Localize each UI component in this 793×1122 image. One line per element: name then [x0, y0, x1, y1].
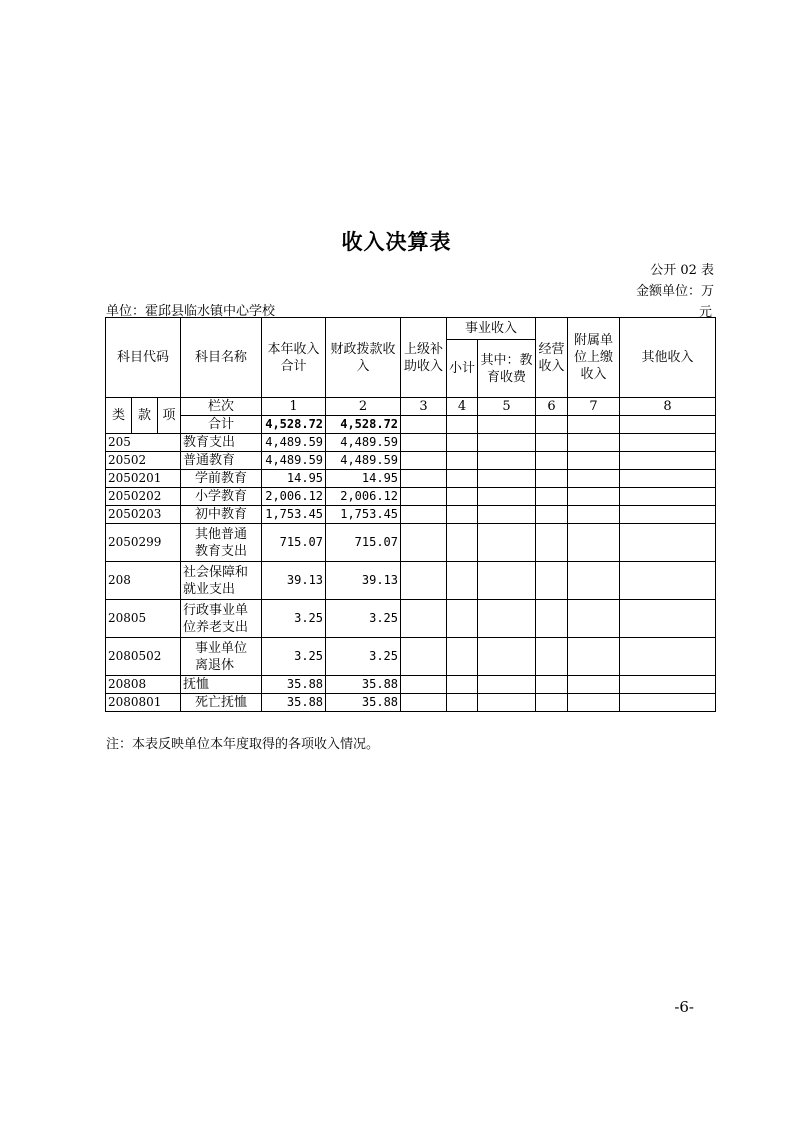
- empty-cell: [536, 600, 568, 638]
- empty-cell: [478, 524, 536, 562]
- header-operating-income: 经营收入: [536, 318, 568, 398]
- page-title: 收入决算表: [341, 230, 452, 254]
- row-subject-name: 其他普通教育支出: [181, 524, 262, 562]
- column-index: 1: [262, 398, 326, 416]
- empty-cell: [478, 452, 536, 470]
- column-index-label: 栏次: [181, 398, 262, 416]
- row-subject-code: 2050203: [106, 506, 181, 524]
- empty-cell: [401, 470, 447, 488]
- table-row: [106, 524, 716, 562]
- row-subject-name: 小学教育: [181, 488, 262, 506]
- table-row: [106, 452, 716, 470]
- empty-cell: [536, 694, 568, 712]
- empty-cell: [478, 694, 536, 712]
- header-subtotal: 小计: [447, 340, 478, 398]
- empty-cell: [568, 600, 620, 638]
- organization-label: 单位：霍邱县临水镇中心学校: [106, 304, 276, 319]
- empty-cell: [401, 524, 447, 562]
- empty-cell: [620, 694, 716, 712]
- empty-cell: [568, 470, 620, 488]
- header-xiang: 项: [158, 398, 181, 434]
- row-subject-name: 初中教育: [181, 506, 262, 524]
- row-fiscal-appropriation: 4,489.59: [326, 452, 401, 470]
- row-subject-name: 普通教育: [181, 452, 262, 470]
- empty-cell: [568, 524, 620, 562]
- row-total-income: 39.13: [262, 562, 326, 600]
- empty-cell: [568, 452, 620, 470]
- empty-cell: [478, 434, 536, 452]
- column-index: 8: [620, 398, 716, 416]
- empty-cell: [401, 434, 447, 452]
- row-total-income: 3.25: [262, 638, 326, 676]
- table-row: [106, 676, 716, 694]
- empty-cell: [447, 470, 478, 488]
- empty-cell: [447, 600, 478, 638]
- table-row: [106, 434, 716, 452]
- header-lei: 类: [106, 398, 132, 434]
- empty-cell: [620, 638, 716, 676]
- income-table: [105, 317, 716, 712]
- empty-cell: [401, 600, 447, 638]
- row-subject-code: 205: [106, 434, 181, 452]
- empty-cell: [620, 600, 716, 638]
- row-fiscal-appropriation: 35.88: [326, 676, 401, 694]
- empty-cell: [568, 434, 620, 452]
- empty-cell: [401, 694, 447, 712]
- row-fiscal-appropriation: 715.07: [326, 524, 401, 562]
- empty-cell: [536, 562, 568, 600]
- empty-cell: [401, 562, 447, 600]
- header-kuan: 款: [132, 398, 158, 434]
- empty-cell: [568, 638, 620, 676]
- empty-cell: [447, 434, 478, 452]
- table-row: [106, 506, 716, 524]
- empty-cell: [447, 506, 478, 524]
- row-fiscal-appropriation: 2,006.12: [326, 488, 401, 506]
- empty-cell: [447, 524, 478, 562]
- table-row: [106, 600, 716, 638]
- empty-cell: [536, 638, 568, 676]
- header-business-income: 事业收入: [447, 318, 536, 340]
- row-total-income: 3.25: [262, 600, 326, 638]
- empty-cell: [536, 452, 568, 470]
- row-fiscal-appropriation: 4,489.59: [326, 434, 401, 452]
- empty-cell: [401, 452, 447, 470]
- row-total-income: 715.07: [262, 524, 326, 562]
- row-total-income: 35.88: [262, 676, 326, 694]
- empty-cell: [478, 600, 536, 638]
- empty-cell: [536, 470, 568, 488]
- header-total-income: 本年收入合计: [262, 318, 326, 398]
- empty-cell: [568, 488, 620, 506]
- empty-cell: [401, 676, 447, 694]
- empty-cell: [620, 434, 716, 452]
- row-subject-code: 208: [106, 562, 181, 600]
- empty-cell: [620, 676, 716, 694]
- row-subject-name: 行政事业单位养老支出: [181, 600, 262, 638]
- empty-cell: [447, 676, 478, 694]
- row-total-income: 35.88: [262, 694, 326, 712]
- amount-unit-label-cont: 元: [698, 305, 712, 320]
- row-subject-code: 20502: [106, 452, 181, 470]
- empty-cell: [620, 452, 716, 470]
- empty-cell: [478, 676, 536, 694]
- row-subject-name: 教育支出: [181, 434, 262, 452]
- row-fiscal-appropriation: 35.88: [326, 694, 401, 712]
- table-row: [106, 694, 716, 712]
- empty-cell: [536, 524, 568, 562]
- empty-cell: [568, 506, 620, 524]
- column-index: 3: [401, 398, 447, 416]
- table-row: [106, 488, 716, 506]
- empty-cell: [478, 488, 536, 506]
- row-total-income: 4,489.59: [262, 452, 326, 470]
- row-subject-code: 2050201: [106, 470, 181, 488]
- page-number: -6-: [674, 998, 694, 1016]
- column-index: 6: [536, 398, 568, 416]
- empty-cell: [478, 562, 536, 600]
- empty-cell: [620, 562, 716, 600]
- row-fiscal-appropriation: 3.25: [326, 638, 401, 676]
- empty-cell: [478, 506, 536, 524]
- row-subject-name: 社会保障和就业支出: [181, 562, 262, 600]
- header-fiscal-appropriation: 财政拨款收入: [326, 318, 401, 398]
- empty-cell: [536, 488, 568, 506]
- header-subject-code: 科目代码: [106, 318, 181, 398]
- row-total-income: 4,489.59: [262, 434, 326, 452]
- row-subject-code: 20805: [106, 600, 181, 638]
- empty-cell: [620, 524, 716, 562]
- empty-cell: [447, 694, 478, 712]
- sum-total: 4,528.72: [262, 416, 326, 434]
- row-total-income: 1,753.45: [262, 506, 326, 524]
- empty-cell: [401, 638, 447, 676]
- empty-cell: [620, 470, 716, 488]
- row-total-income: 2,006.12: [262, 488, 326, 506]
- sum-label: 合计: [181, 416, 262, 434]
- empty-cell: [568, 694, 620, 712]
- empty-cell: [401, 506, 447, 524]
- empty-cell: [447, 488, 478, 506]
- footnote: 注：本表反映单位本年度取得的各项收入情况。: [106, 737, 380, 752]
- row-subject-name: 事业单位离退休: [181, 638, 262, 676]
- empty-cell: [536, 506, 568, 524]
- column-index: 2: [326, 398, 401, 416]
- column-index: 5: [478, 398, 536, 416]
- empty-cell: [536, 434, 568, 452]
- row-subject-name: 死亡抚恤: [181, 694, 262, 712]
- header-superior-subsidy: 上级补助收入: [401, 318, 447, 398]
- table-row: [106, 562, 716, 600]
- header-affiliated-income: 附属单位上缴收入: [568, 318, 620, 398]
- row-fiscal-appropriation: 1,753.45: [326, 506, 401, 524]
- table-row: [106, 470, 716, 488]
- empty-cell: [620, 506, 716, 524]
- row-subject-name: 学前教育: [181, 470, 262, 488]
- empty-cell: [478, 638, 536, 676]
- row-subject-code: 2080502: [106, 638, 181, 676]
- row-subject-code: 20808: [106, 676, 181, 694]
- amount-unit-label: 金额单位：万: [635, 284, 714, 299]
- header-other-income: 其他收入: [620, 318, 716, 398]
- empty-cell: [478, 470, 536, 488]
- empty-cell: [447, 638, 478, 676]
- empty-cell: [401, 488, 447, 506]
- form-number: 公开 02 表: [650, 263, 714, 278]
- empty-cell: [620, 488, 716, 506]
- empty-cell: [447, 562, 478, 600]
- empty-cell: [447, 452, 478, 470]
- row-fiscal-appropriation: 39.13: [326, 562, 401, 600]
- header-subject-name: 科目名称: [181, 318, 262, 398]
- row-fiscal-appropriation: 3.25: [326, 600, 401, 638]
- column-index: 4: [447, 398, 478, 416]
- row-total-income: 14.95: [262, 470, 326, 488]
- sum-fiscal: 4,528.72: [326, 416, 401, 434]
- empty-cell: [568, 562, 620, 600]
- header-education-fee: 其中：教育收费: [478, 340, 536, 398]
- empty-cell: [568, 676, 620, 694]
- row-subject-code: 2050299: [106, 524, 181, 562]
- empty-cell: [536, 676, 568, 694]
- column-index: 7: [568, 398, 620, 416]
- row-subject-code: 2050202: [106, 488, 181, 506]
- table-row: [106, 638, 716, 676]
- row-fiscal-appropriation: 14.95: [326, 470, 401, 488]
- row-subject-name: 抚恤: [181, 676, 262, 694]
- row-subject-code: 2080801: [106, 694, 181, 712]
